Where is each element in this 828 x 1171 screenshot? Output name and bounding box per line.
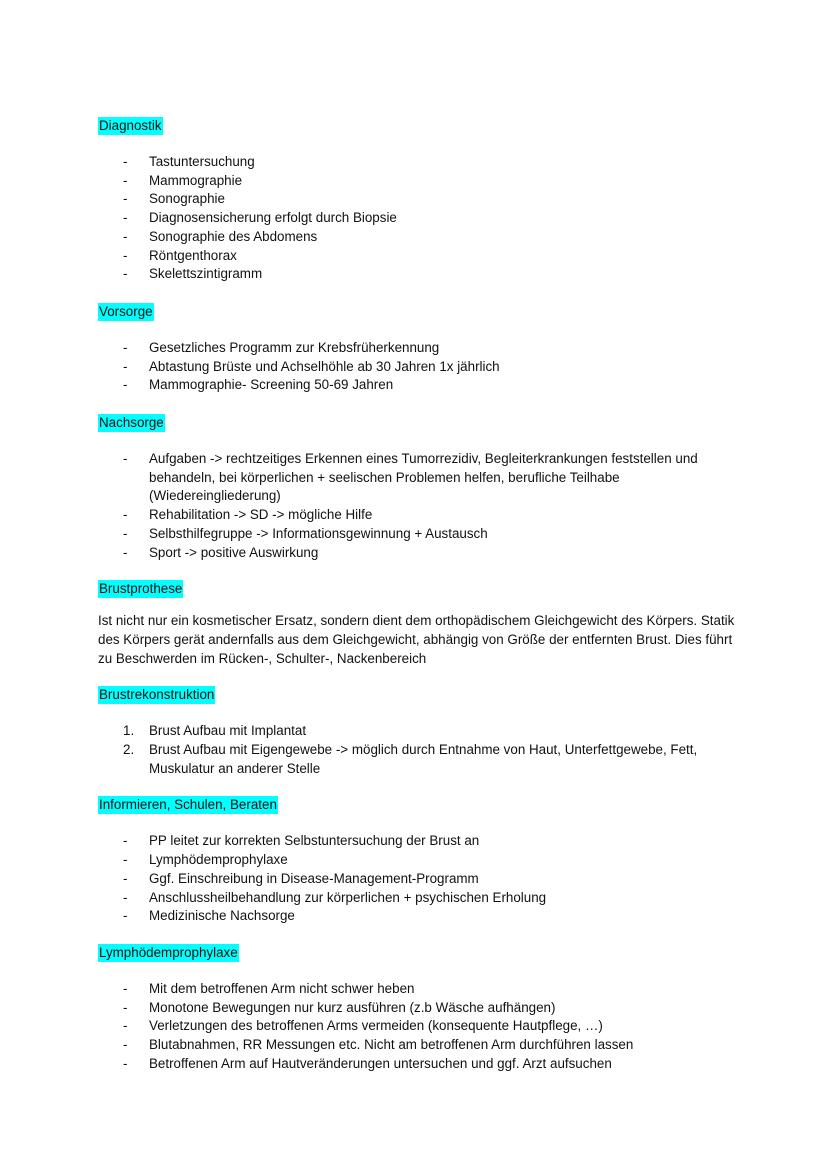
- list-bullet: -: [123, 358, 128, 374]
- list-item: [98, 228, 738, 247]
- list-bullet: -: [123, 1018, 128, 1034]
- section-heading: Brustrekonstruktion: [99, 687, 215, 703]
- list-bullet: -: [123, 980, 128, 996]
- bullet-list: [98, 980, 738, 1074]
- list-item: [98, 851, 738, 870]
- list-item: [98, 190, 738, 209]
- list-bullet: -: [123, 247, 128, 263]
- list-item: [98, 358, 738, 377]
- list-item: [98, 544, 738, 563]
- list-item-text: Aufgaben -> rechtzeitiges Erkennen eines Tumorrezidiv, Begleiterkrankungen feststellen und behandeln, bei körperlichen + seelischen Problemen helfen, berufliche Teilhabe (Wiedereingliederung): [149, 451, 698, 504]
- list-item-text: Mammographie: [149, 172, 243, 188]
- list-item-text: Sport -> positive Auswirkung: [149, 544, 319, 560]
- section-paragraph: Ist nicht nur ein kosmetischer Ersatz, sondern dient dem orthopädischem Gleichgewicht des Körpers. Statik des Körpers gerät andernfalls aus dem Gleichgewicht, abhängig von Größe der entfernten Brust. Dies führt zu Beschwerden im Rücken-, Schulter-, Nackenbereich: [98, 613, 735, 666]
- section-heading: Nachsorge: [99, 415, 164, 431]
- list-item: [98, 980, 738, 999]
- list-item: [98, 172, 738, 191]
- list-item: [98, 450, 738, 506]
- list-item-text: Blutabnahmen, RR Messungen etc. Nicht am betroffenen Arm durchführen lassen: [149, 1037, 634, 1053]
- list-bullet: -: [123, 228, 128, 244]
- list-item: [98, 339, 738, 358]
- list-bullet: -: [123, 999, 128, 1015]
- section-vorsorge: [98, 303, 738, 395]
- list-item-text: Gesetzliches Programm zur Krebsfrüherkennung: [149, 339, 440, 355]
- bullet-list: [98, 450, 738, 562]
- list-item-text: PP leitet zur korrekten Selbstuntersuchung der Brust an: [149, 833, 480, 849]
- list-number: 1.: [123, 723, 135, 739]
- list-item: [98, 506, 738, 525]
- list-bullet: -: [123, 377, 128, 393]
- list-item-text: Abtastung Brüste und Achselhöhle ab 30 Jahren 1x jährlich: [149, 358, 500, 374]
- list-bullet: -: [123, 870, 128, 886]
- list-bullet: -: [123, 525, 128, 541]
- list-item-text: Selbsthilfegruppe -> Informationsgewinnung + Austausch: [149, 525, 488, 541]
- section-heading: Diagnostik: [99, 118, 162, 133]
- list-item: [98, 525, 738, 544]
- document-content: [98, 117, 738, 1074]
- list-item-text: Medizinische Nachsorge: [149, 908, 295, 924]
- list-number: 2.: [123, 742, 135, 758]
- list-item-text: Diagnosensicherung erfolgt durch Biopsie: [149, 210, 397, 226]
- list-bullet: -: [123, 889, 128, 905]
- list-bullet: -: [123, 451, 128, 467]
- list-item-text: Skelettszintigramm: [149, 266, 263, 282]
- section-brustrekonstruktion: [98, 686, 738, 778]
- list-item: [98, 153, 738, 172]
- section-brustprothese: [98, 580, 738, 668]
- list-item: [98, 870, 738, 889]
- list-item: [98, 889, 738, 908]
- list-bullet: -: [123, 154, 128, 169]
- list-item-text: Rehabilitation -> SD -> mögliche Hilfe: [149, 507, 373, 523]
- list-item-text: Brust Aufbau mit Eigengewebe -> möglich durch Entnahme von Haut, Unterfettgewebe, Fett, Muskulatur an anderer Stelle: [149, 742, 698, 776]
- bullet-list: [98, 153, 738, 284]
- list-bullet: -: [123, 833, 128, 849]
- list-bullet: -: [123, 210, 128, 226]
- list-item-text: Betroffenen Arm auf Hautveränderungen untersuchen und ggf. Arzt aufsuchen: [149, 1055, 612, 1071]
- list-item: [98, 907, 738, 926]
- section-nachsorge: [98, 414, 738, 562]
- list-item: [98, 999, 738, 1018]
- section-heading: Brustprothese: [99, 581, 183, 597]
- list-item-text: Mammographie- Screening 50-69 Jahren: [149, 377, 394, 393]
- list-item: [98, 1036, 738, 1055]
- list-item-text: Mit dem betroffenen Arm nicht schwer heben: [149, 980, 415, 996]
- list-item: [98, 1017, 738, 1036]
- list-item-text: Ggf. Einschreibung in Disease-Management-Programm: [149, 870, 479, 886]
- section-heading: Informieren, Schulen, Beraten: [99, 797, 277, 813]
- list-item-text: Anschlussheilbehandlung zur körperlichen + psychischen Erholung: [149, 889, 547, 905]
- list-bullet: -: [123, 544, 128, 560]
- section-informieren-schulen-beraten: [98, 796, 738, 926]
- section-heading: Vorsorge: [99, 303, 153, 319]
- list-item-text: Röntgenthorax: [149, 247, 237, 263]
- list-bullet: -: [123, 852, 128, 868]
- list-item: [98, 722, 738, 741]
- list-item: [98, 265, 738, 284]
- list-bullet: -: [123, 266, 128, 282]
- list-bullet: -: [123, 908, 128, 924]
- list-bullet: -: [123, 172, 128, 188]
- list-item: [98, 832, 738, 851]
- numbered-list: [98, 722, 738, 778]
- list-bullet: -: [123, 1055, 128, 1071]
- list-item-text: Verletzungen des betroffenen Arms vermeiden (konsequente Hautpflege, …): [149, 1018, 603, 1034]
- section-lymphödemprophylaxe: [98, 944, 738, 1074]
- list-item-text: Brust Aufbau mit Implantat: [149, 723, 307, 739]
- section-heading: Lymphödemprophylaxe: [99, 944, 238, 960]
- bullet-list: [98, 339, 738, 395]
- list-item: [98, 376, 738, 395]
- section-diagnostik: [98, 117, 738, 284]
- list-item: [98, 209, 738, 228]
- list-item-text: Sonographie: [149, 191, 225, 207]
- list-bullet: -: [123, 507, 128, 523]
- list-item: [98, 1055, 738, 1074]
- list-bullet: -: [123, 339, 128, 355]
- list-item-text: Lymphödemprophylaxe: [149, 852, 288, 868]
- list-item: [98, 741, 738, 778]
- bullet-list: [98, 832, 738, 926]
- list-item-text: Monotone Bewegungen nur kurz ausführen (z.b Wäsche aufhängen): [149, 999, 556, 1015]
- list-bullet: -: [123, 191, 128, 207]
- list-bullet: -: [123, 1037, 128, 1053]
- list-item-text: Tastuntersuchung: [149, 154, 255, 169]
- list-item-text: Sonographie des Abdomens: [149, 228, 318, 244]
- list-item: [98, 247, 738, 266]
